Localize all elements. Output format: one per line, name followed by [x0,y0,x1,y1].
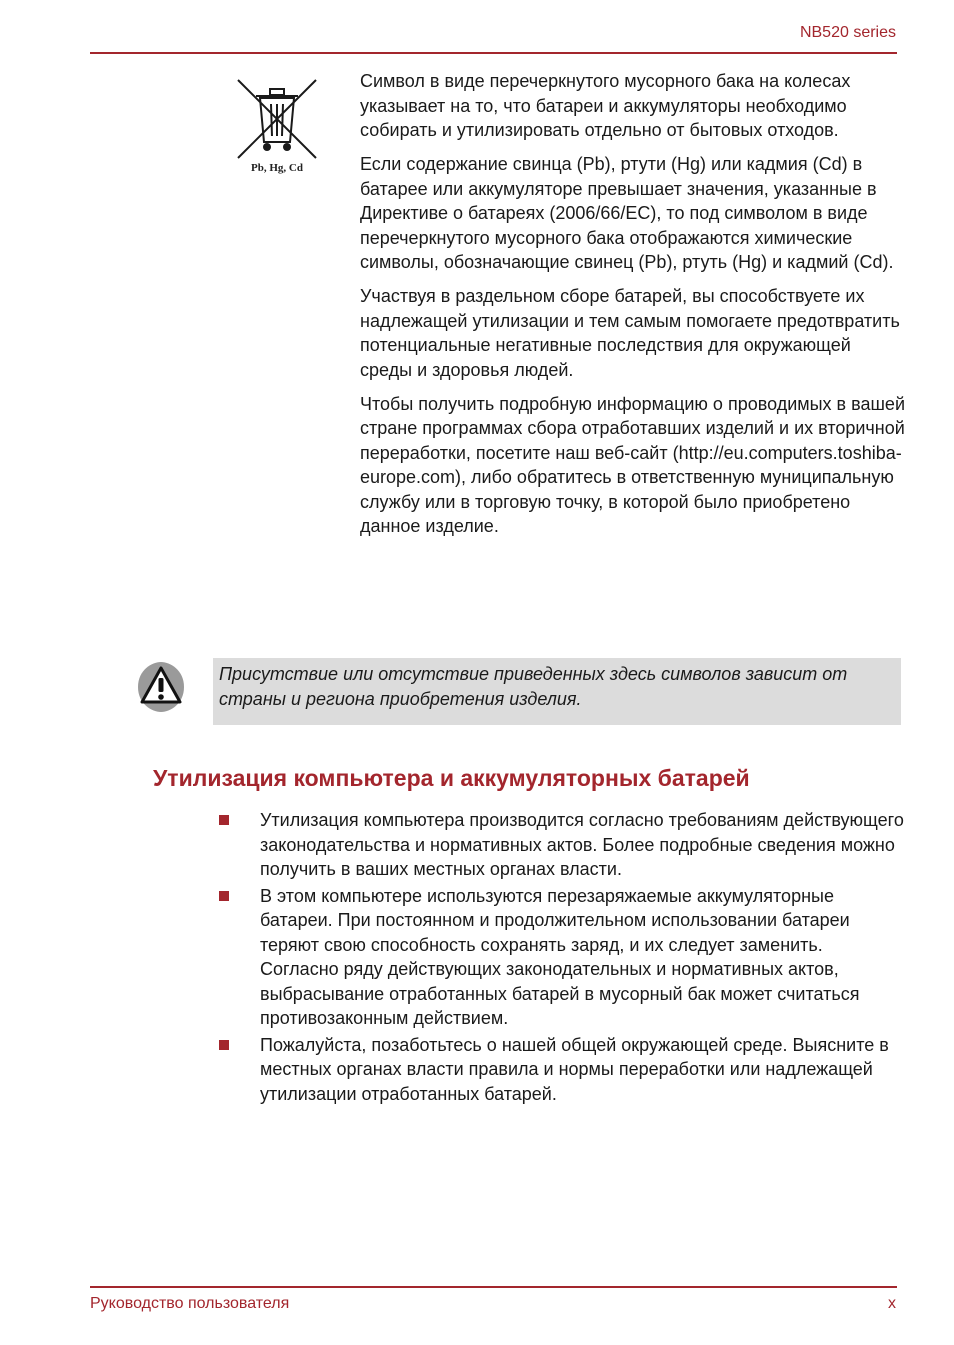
list-item-text: Пожалуйста, позаботьтесь о нашей общей окружающей среде. Выясните в местных органах власти правила и нормы переработки или надлежащей утилизации отработанных батарей. [260,1034,889,1104]
bullet-square-icon [219,891,229,901]
header-title: NB520 series [799,24,896,41]
paragraph: Чтобы получить подробную информацию о проводимых в вашей стране программах сбора отработавших изделий и их вторичной переработки, посетите наш веб-сайт (http://eu.computers.toshiba-europe.com), либо обратитесь в ответственную муниципальную службу или в торговую точку, в которой было приобретено данное изделие. [360,393,906,537]
list-item [215,1033,905,1107]
footer-manual-title: Руководство пользователя [90,1295,290,1312]
paragraph: Участвуя в раздельном сборе батарей, вы способствуете их надлежащей утилизации и тем самым помогаете предотвратить потенциальные негативные последствия для окружающей среды и здоровья людей. [360,286,900,380]
list-item [215,808,905,882]
list-item [215,884,905,1031]
bin-symbol-caption: Pb, Hg, Cd [251,162,303,174]
paragraph: Символ в виде перечеркнутого мусорного бака на колесах указывает на то, что батареи и аккумуляторы необходимо собирать и утилизировать отдельно от бытовых отходов. [360,71,851,140]
list-item-text: Утилизация компьютера производится согласно требованиям действующего законодательства и нормативных актов. Более подробные сведения можно получить в ваших местных органах власти. [260,810,904,879]
paragraph: Если содержание свинца (Pb), ртути (Hg) или кадмия (Cd) в батарее или аккумуляторе превышает значения, указанные в Директиве о батареях (2006/66/EC), то под символом в виде перечеркнутого мусорного бака отображаются химические символы, обозначающие свинец (Pb), ртуть (Hg) и кадмий (Cd). [360,154,894,273]
bullet-list [215,808,905,1108]
footer-rule [90,1286,897,1288]
page-number: x [888,1295,896,1312]
note-text: Присутствие или отсутствие приведенных здесь символов зависит от страны и региона приобретения изделия. [219,664,848,709]
note-box [213,658,901,725]
main-paragraphs [360,69,905,548]
bullet-square-icon [219,815,229,825]
warning-triangle-icon [136,660,186,714]
section-heading: Утилизация компьютера и аккумуляторных батарей [153,765,750,791]
header-rule [90,52,897,54]
bullet-square-icon [219,1040,229,1050]
list-item-text: В этом компьютере используются перезаряжаемые аккумуляторные батареи. При постоянном и продолжительном использовании батареи теряют свою способность сохранять заряд, и их следует заменить. Согласно ряду действующих законодательных и нормативных актов, выбрасывание отработанных батарей в мусорный бак может считаться противозаконным действием. [260,885,860,1028]
